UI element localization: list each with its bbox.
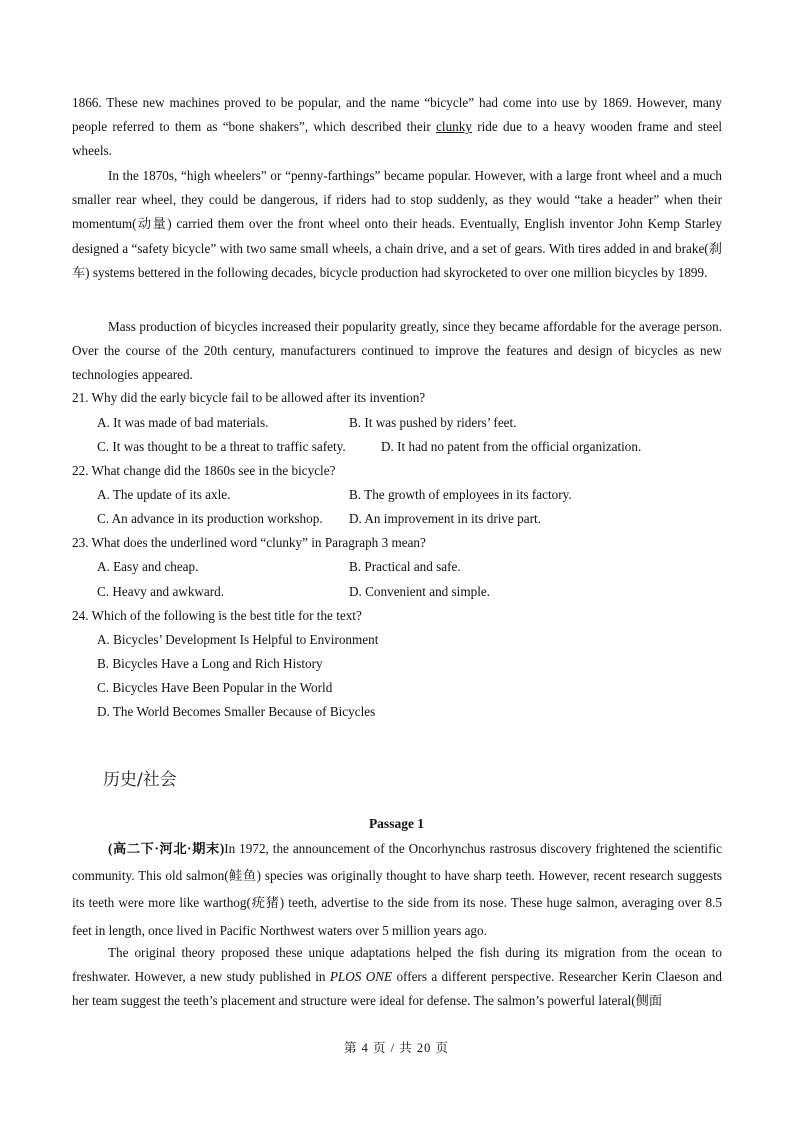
passage1-paragraph-2-text-a: The original theory proposed these unique adaptations helped the fish during its migration from the ocean to freshwater. However, a new study published in: [72, 945, 722, 985]
paragraph-1870s-text: In the 1870s, “high wheelers” or “penny-farthings” became popular. However, with a large front wheel and a much smaller rear wheel, they could be dangerous, if riders had to stop suddenly, as they would “take a header” when their momentum(动量) carried them over the front wheel onto their heads. Eventually, English inventor John Kemp Starley designed a “safety bicycle” with two same small wheels, a chain drive, and a set of gears. With tires added in and brake(刹车) systems bettered in the following decades, bicycle production had skyrocketed to over one million bicycles by 1899.: [72, 168, 722, 280]
paragraph-mass-production: [72, 315, 722, 388]
question-24-option-a: A. Bicycles’ Development Is Helpful to Environment: [97, 632, 379, 647]
question-24-option-c: C. Bicycles Have Been Popular in the World: [97, 680, 333, 695]
question-21-stem: 21. Why did the early bicycle fail to be allowed after its invention?: [72, 390, 426, 405]
paragraph-intro-text-a: 1866. These new machines proved to be popular, and the name “bicycle” had come into use by 1869. However, many people referred to them as “bone shakers”, which described their: [72, 95, 722, 135]
paragraph-1870s: [72, 164, 722, 285]
question-22-option-a: A. The update of its axle.: [97, 487, 231, 502]
paragraph-mass-text: Mass production of bicycles increased their popularity greatly, since they became affordable for the average person. Over the course of the 20th century, manufacturers continued to improve the features and design of bicycles as new technologies appeared.: [72, 319, 722, 383]
passage1-paragraph-2: [72, 941, 722, 1014]
question-23-stem: 23. What does the underlined word “clunky” in Paragraph 3 mean?: [72, 535, 426, 550]
underlined-word-clunky: clunky: [436, 119, 472, 135]
question-22-option-b: B. The growth of employees in its factory.: [349, 487, 572, 502]
question-21-option-d: D. It had no patent from the official organization.: [381, 439, 642, 454]
question-23-option-d: D. Convenient and simple.: [349, 584, 491, 599]
section-heading: 历史/社会: [103, 770, 177, 790]
journal-name: PLOS ONE: [329, 969, 393, 985]
passage1-paragraph-1-text: In 1972, the announcement of the Oncorhynchus rastrosus discovery frightened the scientific community. This old salmon(鲑鱼) species was originally thought to have sharp teeth. However, recent research suggests its teeth were more like warthog(疣猪) teeth, advertise to the side from its nose. These huge salmon, averaging over 8.5 feet in length, once lived in Pacific Northwest waters over 5 million years ago.: [72, 841, 722, 938]
question-23-option-c: C. Heavy and awkward.: [97, 584, 225, 599]
question-23-option-a: A. Easy and cheap.: [97, 559, 199, 574]
question-23-option-b: B. Practical and safe.: [349, 559, 461, 574]
page-footer: 第 4 页 / 共 20 页: [344, 1041, 449, 1055]
passage1-paragraph-1: [72, 835, 722, 944]
question-21-option-a: A. It was made of bad materials.: [97, 415, 269, 430]
passage1-paragraph-2-text-b: offers a different perspective. Researcher Kerin Claeson and her team suggest the teeth’s placement and structure were ideal for defense. The salmon’s powerful lateral(侧面: [72, 969, 722, 1009]
question-22-option-c: C. An advance in its production workshop.: [97, 511, 323, 526]
paragraph-intro-text-b: ride due to a heavy wooden frame and steel wheels.: [72, 119, 722, 159]
question-22-stem: 22. What change did the 1860s see in the bicycle?: [72, 463, 336, 478]
question-21-option-b: B. It was pushed by riders’ feet.: [349, 415, 517, 430]
question-22-option-d: D. An improvement in its drive part.: [349, 511, 541, 526]
question-24-option-d: D. The World Becomes Smaller Because of Bicycles: [97, 704, 376, 719]
question-21-option-c: C. It was thought to be a threat to traffic safety.: [97, 439, 346, 454]
question-24-stem: 24. Which of the following is the best title for the text?: [72, 608, 362, 623]
passage1-source: (高二下·河北·期末): [108, 841, 225, 856]
paragraph-intro: [72, 91, 722, 164]
question-24-option-b: B. Bicycles Have a Long and Rich History: [97, 656, 323, 671]
passage-title: Passage 1: [368, 816, 425, 831]
